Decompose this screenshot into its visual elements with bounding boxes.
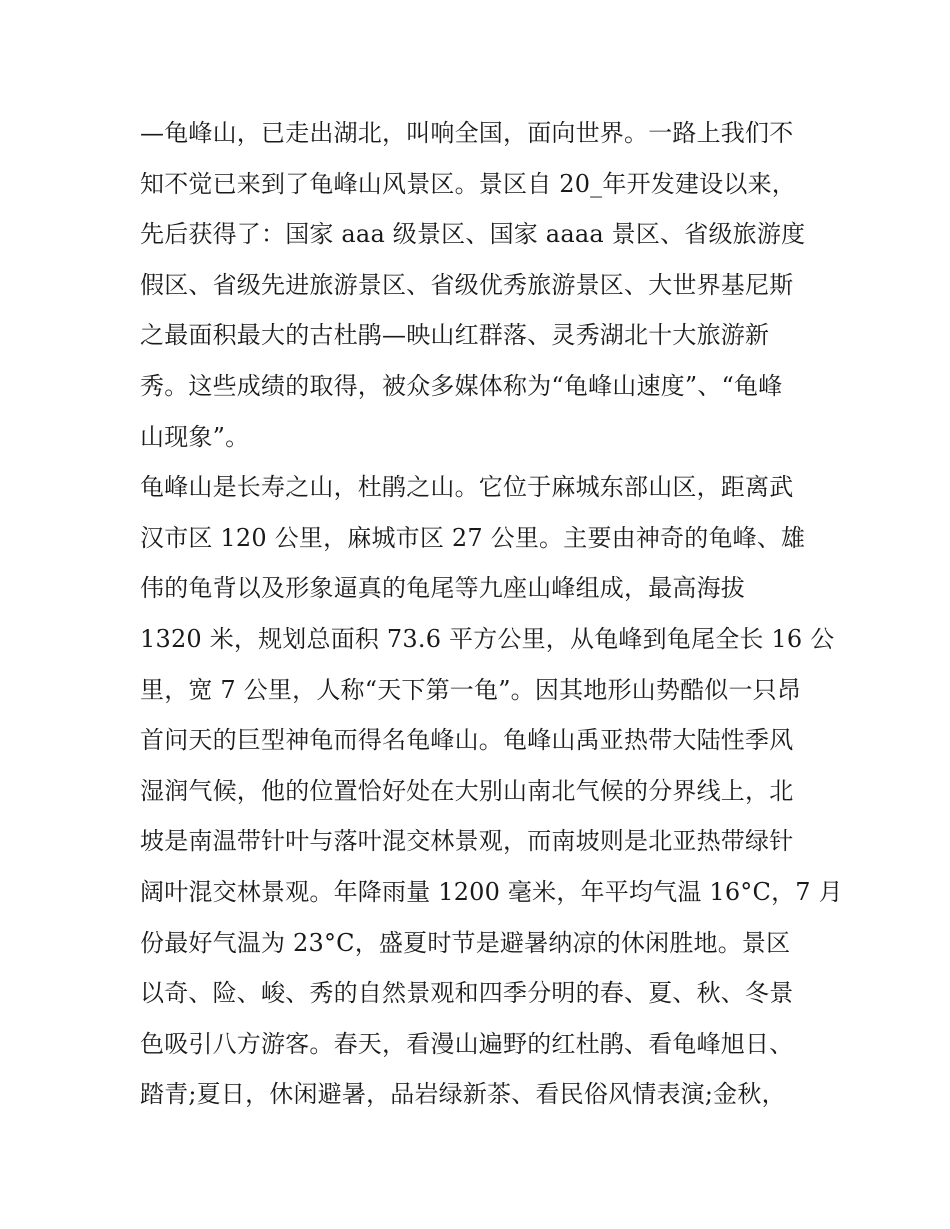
text-line: 色吸引八方游客。春天，看漫山遍野的红杜鹃、看龟峰旭日、 (140, 1029, 794, 1058)
text-line: 之最面积最大的古杜鹃—映山红群落、灵秀湖北十大旅游新 (140, 321, 770, 350)
text-line: 先后获得了：国家 aaa 级景区、国家 aaaa 景区、省级旅游度 (140, 220, 806, 249)
text-line: 龟峰山是长寿之山，杜鹃之山。它位于麻城东部山区，距离武 (140, 473, 794, 502)
text-line: —龟峰山，已走出湖北，叫响全国，面向世界。一路上我们不 (140, 119, 794, 147)
text-line: 以奇、险、峻、秀的自然景观和四季分明的春、夏、秋、冬景 (140, 979, 794, 1008)
text-line: 踏青;夏日，休闲避暑，品岩绿新茶、看民俗风情表演;金秋， (140, 1080, 786, 1109)
text-line: 秀。这些成绩的取得，被众多媒体称为“龟峰山速度”、“龟峰 (140, 371, 783, 400)
text-line: 汉市区 120 公里，麻城市区 27 公里。主要由神奇的龟峰、雄 (140, 523, 806, 552)
text-line: 首问天的巨型神龟而得名龟峰山。龟峰山禹亚热带大陆性季风 (140, 726, 794, 755)
paragraph-description (140, 462, 843, 1120)
text-line: 山现象”。 (140, 422, 250, 451)
text-line: 假区、省级先进旅游景区、省级优秀旅游景区、大世界基尼斯 (140, 270, 794, 299)
text-line: 湿润气候，他的位置恰好处在大别山南北气候的分界线上，北 (140, 776, 794, 805)
text-line: 坡是南温带针叶与落叶混交林景观，而南坡则是北亚热带绿针 (140, 827, 794, 856)
text-line: 里，宽 7 公里，人称“天下第一龟”。因其地形山势酷似一只昂 (140, 675, 802, 704)
text-line: 1320 米，规划总面积 73.6 平方公里，从龟峰到龟尾全长 16 公 (140, 624, 835, 653)
text-line: 知不觉已来到了龟峰山风景区。景区自 20_年开发建设以来， (140, 169, 796, 198)
text-line: 份最好气温为 23°C，盛夏时节是避暑纳凉的休闲胜地。景区 (140, 928, 791, 957)
text-line: 阔叶混交林景观。年降雨量 1200 毫米，年平均气温 16°C，7 月 (140, 877, 843, 906)
paragraph-intro (140, 108, 815, 462)
text-line: 伟的龟背以及形象逼真的龟尾等九座山峰组成，最高海拔 (140, 574, 745, 603)
document-body (140, 108, 843, 1120)
